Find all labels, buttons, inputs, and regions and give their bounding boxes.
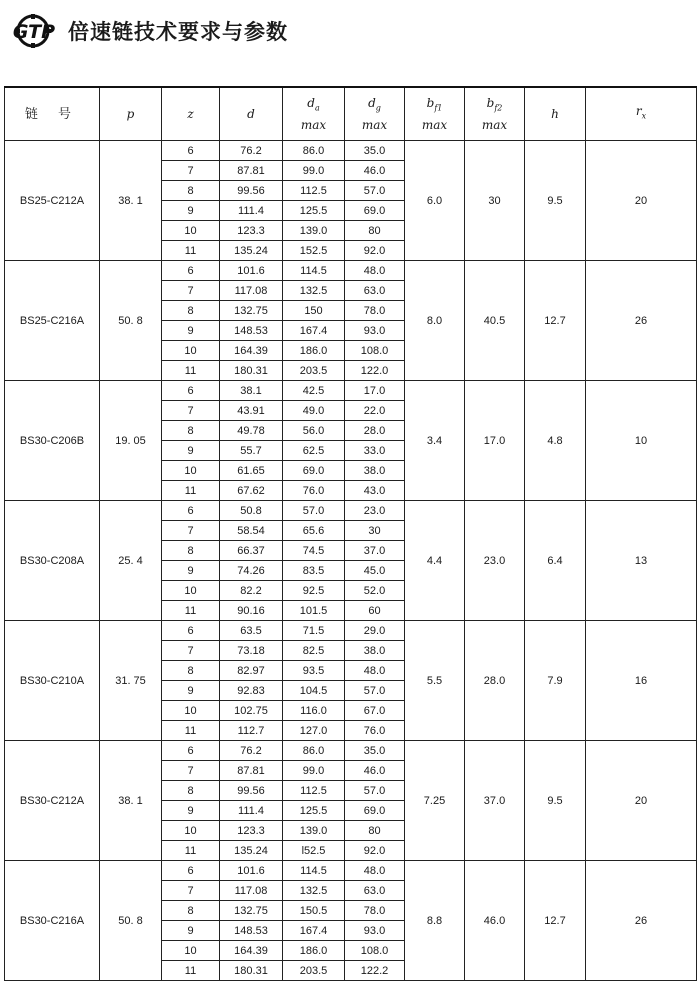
dg-max-cell: 76.0 <box>345 721 405 741</box>
page-header <box>0 0 699 62</box>
da-max-cell: 69.0 <box>283 461 345 481</box>
dg-max-cell: 28.0 <box>345 421 405 441</box>
da-max-cell: 186.0 <box>283 341 345 361</box>
bf1-max-cell: 5.5 <box>405 621 465 741</box>
teeth-cell: 6 <box>162 381 220 401</box>
diameter-cell: 61.65 <box>220 461 283 481</box>
dg-max-cell: 93.0 <box>345 321 405 341</box>
col-dg-header: $d_g$ max <box>345 87 405 141</box>
da-max-cell: 92.5 <box>283 581 345 601</box>
da-max-cell: 112.5 <box>283 181 345 201</box>
dg-max-cell: 63.0 <box>345 281 405 301</box>
teeth-cell: 6 <box>162 501 220 521</box>
teeth-cell: 8 <box>162 301 220 321</box>
teeth-cell: 8 <box>162 781 220 801</box>
h-cell: 9.5 <box>525 741 586 861</box>
col-z-header: z <box>162 87 220 141</box>
pitch-cell: 50. 8 <box>100 861 162 981</box>
diameter-cell: 82.97 <box>220 661 283 681</box>
teeth-cell: 7 <box>162 161 220 181</box>
dg-max-cell: 17.0 <box>345 381 405 401</box>
bf1-max-cell: 6.0 <box>405 141 465 261</box>
teeth-cell: 11 <box>162 961 220 981</box>
dg-max-cell: 33.0 <box>345 441 405 461</box>
diameter-cell: 82.2 <box>220 581 283 601</box>
da-max-cell: 86.0 <box>283 741 345 761</box>
chain-code-cell: BS30-C206B <box>5 381 100 501</box>
da-max-cell: 57.0 <box>283 501 345 521</box>
diameter-cell: 135.24 <box>220 241 283 261</box>
dg-max-cell: 80 <box>345 221 405 241</box>
da-max-cell: 76.0 <box>283 481 345 501</box>
da-max-cell: 93.5 <box>283 661 345 681</box>
da-max-cell: 42.5 <box>283 381 345 401</box>
dg-max-cell: 45.0 <box>345 561 405 581</box>
diameter-cell: 99.56 <box>220 781 283 801</box>
teeth-cell: 11 <box>162 361 220 381</box>
da-max-cell: 56.0 <box>283 421 345 441</box>
chain-code-cell: BS30-C216A <box>5 861 100 981</box>
diameter-cell: 148.53 <box>220 921 283 941</box>
da-max-cell: 114.5 <box>283 861 345 881</box>
diameter-cell: 38.1 <box>220 381 283 401</box>
dg-max-cell: 37.0 <box>345 541 405 561</box>
teeth-cell: 9 <box>162 921 220 941</box>
teeth-cell: 6 <box>162 141 220 161</box>
diameter-cell: 102.75 <box>220 701 283 721</box>
dg-max-cell: 35.0 <box>345 741 405 761</box>
teeth-cell: 7 <box>162 641 220 661</box>
pitch-cell: 25. 4 <box>100 501 162 621</box>
dg-max-cell: 69.0 <box>345 201 405 221</box>
teeth-cell: 10 <box>162 821 220 841</box>
h-cell: 12.7 <box>525 861 586 981</box>
dg-max-cell: 22.0 <box>345 401 405 421</box>
rx-cell: 16 <box>586 621 697 741</box>
diameter-cell: 74.26 <box>220 561 283 581</box>
teeth-cell: 9 <box>162 321 220 341</box>
teeth-cell: 10 <box>162 341 220 361</box>
teeth-cell: 10 <box>162 221 220 241</box>
table-row <box>5 621 697 641</box>
diameter-cell: 148.53 <box>220 321 283 341</box>
table-row <box>5 741 697 761</box>
teeth-cell: 6 <box>162 741 220 761</box>
dg-max-cell: 108.0 <box>345 941 405 961</box>
diameter-cell: 132.75 <box>220 301 283 321</box>
bf2-max-cell: 37.0 <box>465 741 525 861</box>
da-max-cell: 125.5 <box>283 201 345 221</box>
table-row <box>5 501 697 521</box>
da-max-cell: 167.4 <box>283 921 345 941</box>
dg-max-cell: 46.0 <box>345 161 405 181</box>
dg-max-cell: 80 <box>345 821 405 841</box>
da-max-cell: 132.5 <box>283 881 345 901</box>
logo-text: GTP <box>12 21 56 43</box>
diameter-cell: 43.91 <box>220 401 283 421</box>
dg-max-cell: 122.2 <box>345 961 405 981</box>
teeth-cell: 9 <box>162 561 220 581</box>
teeth-cell: 9 <box>162 201 220 221</box>
da-max-cell: 74.5 <box>283 541 345 561</box>
dg-max-cell: 38.0 <box>345 641 405 661</box>
diameter-cell: 90.16 <box>220 601 283 621</box>
dg-max-cell: 63.0 <box>345 881 405 901</box>
teeth-cell: 9 <box>162 441 220 461</box>
rx-cell: 20 <box>586 741 697 861</box>
col-rx-header: $r_x$ <box>586 87 697 141</box>
teeth-cell: 10 <box>162 581 220 601</box>
diameter-cell: 164.39 <box>220 341 283 361</box>
dg-max-cell: 122.0 <box>345 361 405 381</box>
rx-cell: 20 <box>586 141 697 261</box>
teeth-cell: 7 <box>162 521 220 541</box>
teeth-cell: 6 <box>162 621 220 641</box>
da-max-cell: 186.0 <box>283 941 345 961</box>
dg-max-cell: 60 <box>345 601 405 621</box>
diameter-cell: 135.24 <box>220 841 283 861</box>
teeth-cell: 7 <box>162 281 220 301</box>
diameter-cell: 117.08 <box>220 281 283 301</box>
rx-cell: 10 <box>586 381 697 501</box>
dg-max-cell: 92.0 <box>345 241 405 261</box>
teeth-cell: 11 <box>162 601 220 621</box>
bf2-max-cell: 30 <box>465 141 525 261</box>
diameter-cell: 123.3 <box>220 221 283 241</box>
col-bf2-header: $b_{f2}$ max <box>465 87 525 141</box>
pitch-cell: 50. 8 <box>100 261 162 381</box>
teeth-cell: 7 <box>162 761 220 781</box>
dg-max-cell: 48.0 <box>345 861 405 881</box>
dg-max-cell: 67.0 <box>345 701 405 721</box>
chain-code-cell: BS25-C216A <box>5 261 100 381</box>
diameter-cell: 92.83 <box>220 681 283 701</box>
teeth-cell: 11 <box>162 241 220 261</box>
da-max-cell: 65.6 <box>283 521 345 541</box>
diameter-cell: 76.2 <box>220 741 283 761</box>
da-max-cell: 127.0 <box>283 721 345 741</box>
rx-cell: 26 <box>586 861 697 981</box>
da-max-cell: l52.5 <box>283 841 345 861</box>
dg-max-cell: 46.0 <box>345 761 405 781</box>
col-h-header: h <box>525 87 586 141</box>
teeth-cell: 8 <box>162 181 220 201</box>
diameter-cell: 164.39 <box>220 941 283 961</box>
page-title: 倍速链技术要求与参数 <box>68 20 288 44</box>
spec-table-body <box>5 141 697 981</box>
chain-code-cell: BS30-C208A <box>5 501 100 621</box>
teeth-cell: 6 <box>162 261 220 281</box>
da-max-cell: 99.0 <box>283 161 345 181</box>
da-max-cell: 104.5 <box>283 681 345 701</box>
da-max-cell: 114.5 <box>283 261 345 281</box>
teeth-cell: 9 <box>162 681 220 701</box>
diameter-cell: 67.62 <box>220 481 283 501</box>
bf2-max-cell: 17.0 <box>465 381 525 501</box>
col-da-header: $d_a$ max <box>283 87 345 141</box>
bf2-max-cell: 46.0 <box>465 861 525 981</box>
diameter-cell: 55.7 <box>220 441 283 461</box>
dg-max-cell: 35.0 <box>345 141 405 161</box>
da-max-cell: 71.5 <box>283 621 345 641</box>
table-row <box>5 381 697 401</box>
da-max-cell: 167.4 <box>283 321 345 341</box>
teeth-cell: 8 <box>162 661 220 681</box>
table-row <box>5 861 697 881</box>
chain-code-cell: BS25-C212A <box>5 141 100 261</box>
pitch-cell: 31. 75 <box>100 621 162 741</box>
da-max-cell: 83.5 <box>283 561 345 581</box>
dg-max-cell: 78.0 <box>345 301 405 321</box>
dg-max-cell: 69.0 <box>345 801 405 821</box>
diameter-cell: 132.75 <box>220 901 283 921</box>
teeth-cell: 10 <box>162 461 220 481</box>
h-cell: 12.7 <box>525 261 586 381</box>
dg-max-cell: 57.0 <box>345 181 405 201</box>
teeth-cell: 10 <box>162 701 220 721</box>
teeth-cell: 8 <box>162 541 220 561</box>
diameter-cell: 111.4 <box>220 201 283 221</box>
diameter-cell: 112.7 <box>220 721 283 741</box>
da-max-cell: 150.5 <box>283 901 345 921</box>
da-max-cell: 139.0 <box>283 221 345 241</box>
da-max-cell: 101.5 <box>283 601 345 621</box>
da-max-cell: 62.5 <box>283 441 345 461</box>
h-cell: 7.9 <box>525 621 586 741</box>
spec-table <box>4 86 697 981</box>
dg-max-cell: 48.0 <box>345 261 405 281</box>
pitch-cell: 38. 1 <box>100 741 162 861</box>
dg-max-cell: 78.0 <box>345 901 405 921</box>
diameter-cell: 101.6 <box>220 261 283 281</box>
diameter-cell: 58.54 <box>220 521 283 541</box>
dg-max-cell: 43.0 <box>345 481 405 501</box>
da-max-cell: 139.0 <box>283 821 345 841</box>
teeth-cell: 9 <box>162 801 220 821</box>
da-max-cell: 49.0 <box>283 401 345 421</box>
dg-max-cell: 38.0 <box>345 461 405 481</box>
diameter-cell: 180.31 <box>220 361 283 381</box>
h-cell: 9.5 <box>525 141 586 261</box>
dg-max-cell: 23.0 <box>345 501 405 521</box>
gtp-logo <box>6 14 62 48</box>
da-max-cell: 99.0 <box>283 761 345 781</box>
diameter-cell: 111.4 <box>220 801 283 821</box>
diameter-cell: 180.31 <box>220 961 283 981</box>
teeth-cell: 11 <box>162 481 220 501</box>
dg-max-cell: 57.0 <box>345 781 405 801</box>
col-d-header: d <box>220 87 283 141</box>
bf1-max-cell: 4.4 <box>405 501 465 621</box>
table-header-row <box>5 87 697 141</box>
da-max-cell: 86.0 <box>283 141 345 161</box>
dg-max-cell: 93.0 <box>345 921 405 941</box>
rx-cell: 13 <box>586 501 697 621</box>
dg-max-cell: 29.0 <box>345 621 405 641</box>
diameter-cell: 50.8 <box>220 501 283 521</box>
col-chain-header: 链 号 <box>5 87 100 141</box>
chain-code-cell: BS30-C210A <box>5 621 100 741</box>
diameter-cell: 87.81 <box>220 161 283 181</box>
da-max-cell: 82.5 <box>283 641 345 661</box>
diameter-cell: 123.3 <box>220 821 283 841</box>
dg-max-cell: 48.0 <box>345 661 405 681</box>
col-bf1-header: $b_{f1}$ max <box>405 87 465 141</box>
da-max-cell: 112.5 <box>283 781 345 801</box>
bf2-max-cell: 28.0 <box>465 621 525 741</box>
h-cell: 4.8 <box>525 381 586 501</box>
dg-max-cell: 57.0 <box>345 681 405 701</box>
bf1-max-cell: 7.25 <box>405 741 465 861</box>
dg-max-cell: 52.0 <box>345 581 405 601</box>
rx-cell: 26 <box>586 261 697 381</box>
bf1-max-cell: 8.0 <box>405 261 465 381</box>
chain-code-cell: BS30-C212A <box>5 741 100 861</box>
da-max-cell: 132.5 <box>283 281 345 301</box>
diameter-cell: 76.2 <box>220 141 283 161</box>
gear-logo-icon <box>6 14 62 48</box>
table-row <box>5 141 697 161</box>
diameter-cell: 99.56 <box>220 181 283 201</box>
da-max-cell: 203.5 <box>283 961 345 981</box>
teeth-cell: 7 <box>162 881 220 901</box>
diameter-cell: 49.78 <box>220 421 283 441</box>
da-max-cell: 116.0 <box>283 701 345 721</box>
bf1-max-cell: 3.4 <box>405 381 465 501</box>
diameter-cell: 66.37 <box>220 541 283 561</box>
teeth-cell: 7 <box>162 401 220 421</box>
diameter-cell: 63.5 <box>220 621 283 641</box>
diameter-cell: 101.6 <box>220 861 283 881</box>
bf2-max-cell: 40.5 <box>465 261 525 381</box>
table-row <box>5 261 697 281</box>
h-cell: 6.4 <box>525 501 586 621</box>
teeth-cell: 6 <box>162 861 220 881</box>
teeth-cell: 11 <box>162 841 220 861</box>
pitch-cell: 38. 1 <box>100 141 162 261</box>
diameter-cell: 73.18 <box>220 641 283 661</box>
teeth-cell: 11 <box>162 721 220 741</box>
da-max-cell: 150 <box>283 301 345 321</box>
teeth-cell: 10 <box>162 941 220 961</box>
teeth-cell: 8 <box>162 901 220 921</box>
da-max-cell: 152.5 <box>283 241 345 261</box>
diameter-cell: 87.81 <box>220 761 283 781</box>
dg-max-cell: 108.0 <box>345 341 405 361</box>
dg-max-cell: 92.0 <box>345 841 405 861</box>
dg-max-cell: 30 <box>345 521 405 541</box>
teeth-cell: 8 <box>162 421 220 441</box>
col-p-header: p <box>100 87 162 141</box>
bf1-max-cell: 8.8 <box>405 861 465 981</box>
da-max-cell: 125.5 <box>283 801 345 821</box>
da-max-cell: 203.5 <box>283 361 345 381</box>
diameter-cell: 117.08 <box>220 881 283 901</box>
pitch-cell: 19. 05 <box>100 381 162 501</box>
bf2-max-cell: 23.0 <box>465 501 525 621</box>
